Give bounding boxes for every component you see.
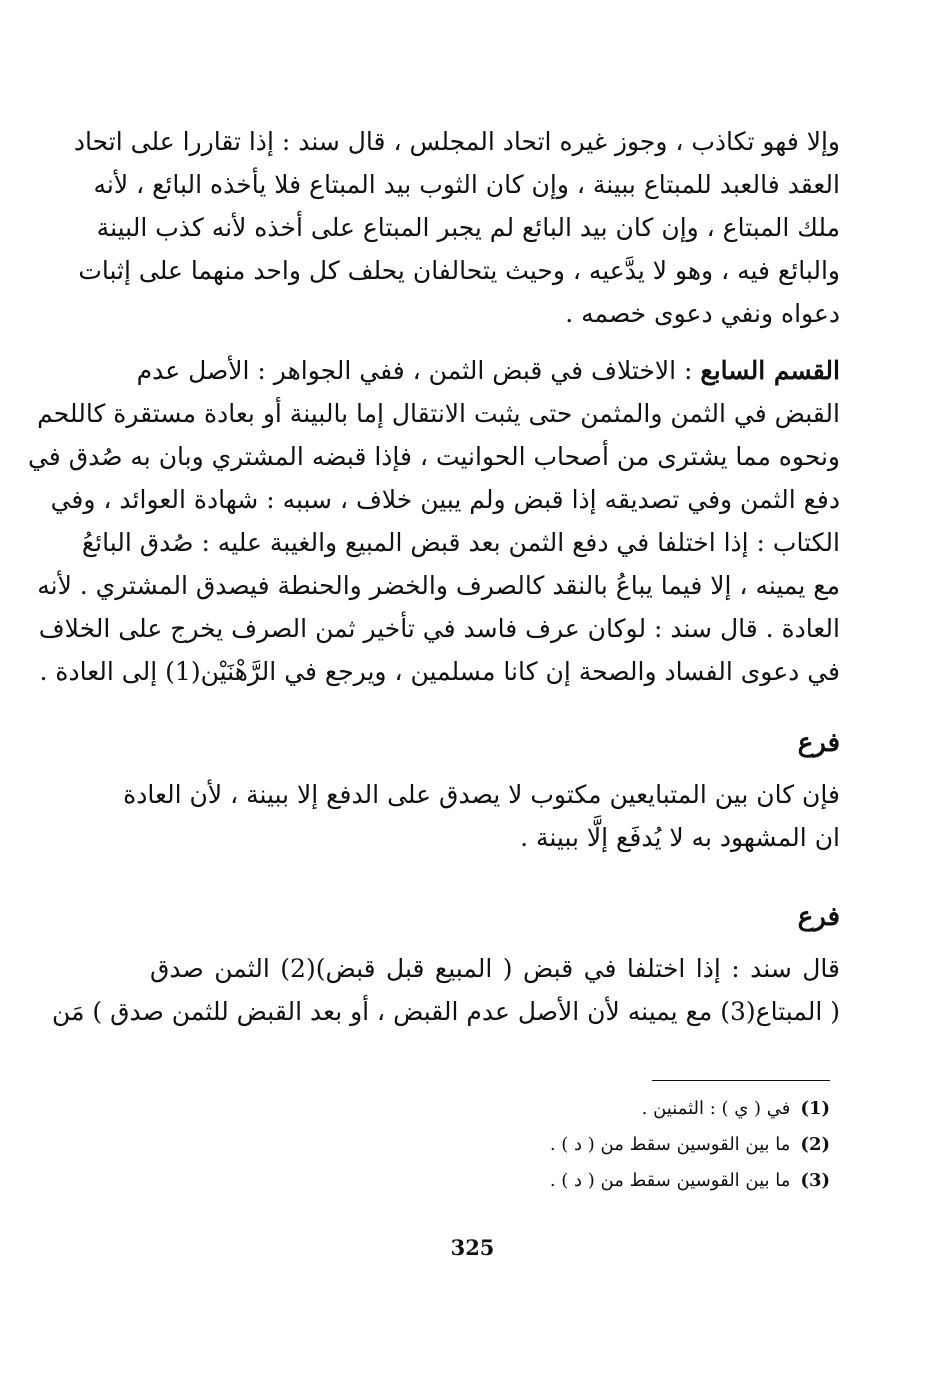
footnote-number: (3)	[800, 1170, 830, 1191]
footnote-number: (1)	[800, 1098, 830, 1119]
branch-1-paragraph	[123, 773, 840, 859]
text-line: فإن كان بين المتبايعين مكتوب لا يصدق على الدفع إلا ببينة ، لأن العادة	[123, 780, 840, 809]
text-line: العادة . قال سند : لوكان عرف فاسد في تأخير ثمن الصرف يخرج على الخلاف	[38, 614, 840, 643]
text-line: ( المبتاع(3) مع يمينه لأن الأصل عدم القبض ، أو بعد القبض للثمن صدق ) مَن	[52, 997, 840, 1026]
text-line: قال سند : إذا اختلفا في قبض ( المبيع قبل قبض)(2) الثمن صدق	[150, 954, 840, 983]
page-body	[27, 120, 840, 1033]
text-line: العقد فالعبد للمبتاع ببينة ، وإن كان الثوب بيد المبتاع فلا يأخذه البائع ، لأنه	[93, 170, 840, 199]
text-line: الكتاب : إذا اختلفا في دفع الثمن بعد قبض المبيع والغيبة عليه : صُدق البائعُ	[81, 528, 840, 557]
paragraph-2	[27, 349, 840, 693]
text-line: في دعوى الفساد والصحة إن كانا مسلمين ، ويرجع في الرَّهْنَيْن(1) إلى العادة .	[39, 657, 840, 686]
text-line: ان المشهود به لا يُدفَع إلَّا ببينة .	[520, 823, 840, 852]
text-line-with-heading	[136, 349, 840, 392]
text-line: مع يمينه ، إلا فيما يباعُ بالنقد كالصرف والخضر والحنطة فيصدق المشتري . لأنه	[37, 571, 840, 600]
page-number: 325	[450, 1235, 495, 1260]
branch-heading: فرع	[797, 902, 840, 932]
branch-heading: فرع	[797, 728, 840, 758]
footnote-text: ما بين القوسين سقط من ( د ) .	[549, 1170, 791, 1191]
footnote-text: في ( ي ) : الثمنين .	[641, 1098, 791, 1119]
footnote-3	[549, 1163, 830, 1199]
footnote-number: (2)	[800, 1134, 830, 1155]
footnote-2	[549, 1127, 830, 1163]
footnotes	[549, 1080, 830, 1199]
section-heading: القسم السابع	[700, 356, 840, 385]
footnote-1	[560, 1091, 830, 1127]
text-line: ملك المبتاع ، وإن كان بيد البائع لم يجبر المبتاع على أخذه لأنه كذب البينة	[96, 213, 840, 242]
text-line: : الاختلاف في قبض الثمن ، ففي الجواهر : الأصل عدم	[136, 356, 701, 385]
text-line: ونحوه مما يشترى من أصحاب الحوانيت ، فإذا قبضه المشتري وبان به صُدق في	[27, 442, 840, 471]
text-line: القبض في الثمن والمثمن حتى يثبت الانتقال إما بالبينة أو بعادة مستقرة كاللحم	[37, 399, 840, 428]
branch-2-paragraph	[52, 947, 840, 1033]
paragraph-1	[73, 120, 840, 335]
text-line: والبائع فيه ، وهو لا يدَّعيه ، وحيث يتحالفان يحلف كل واحد منهما على إثبات	[78, 256, 840, 285]
text-line: دعواه ونفي دعوى خصمه .	[565, 299, 840, 328]
footnote-text: ما بين القوسين سقط من ( د ) .	[549, 1134, 791, 1155]
text-line: دفع الثمن وفي تصديقه إذا قبض ولم يبين خلاف ، سببه : شهادة العوائد ، وفي	[50, 485, 840, 514]
text-line: وإلا فهو تكاذب ، وجوز غيره اتحاد المجلس ، قال سند : إذا تقاررا على اتحاد	[73, 127, 840, 156]
